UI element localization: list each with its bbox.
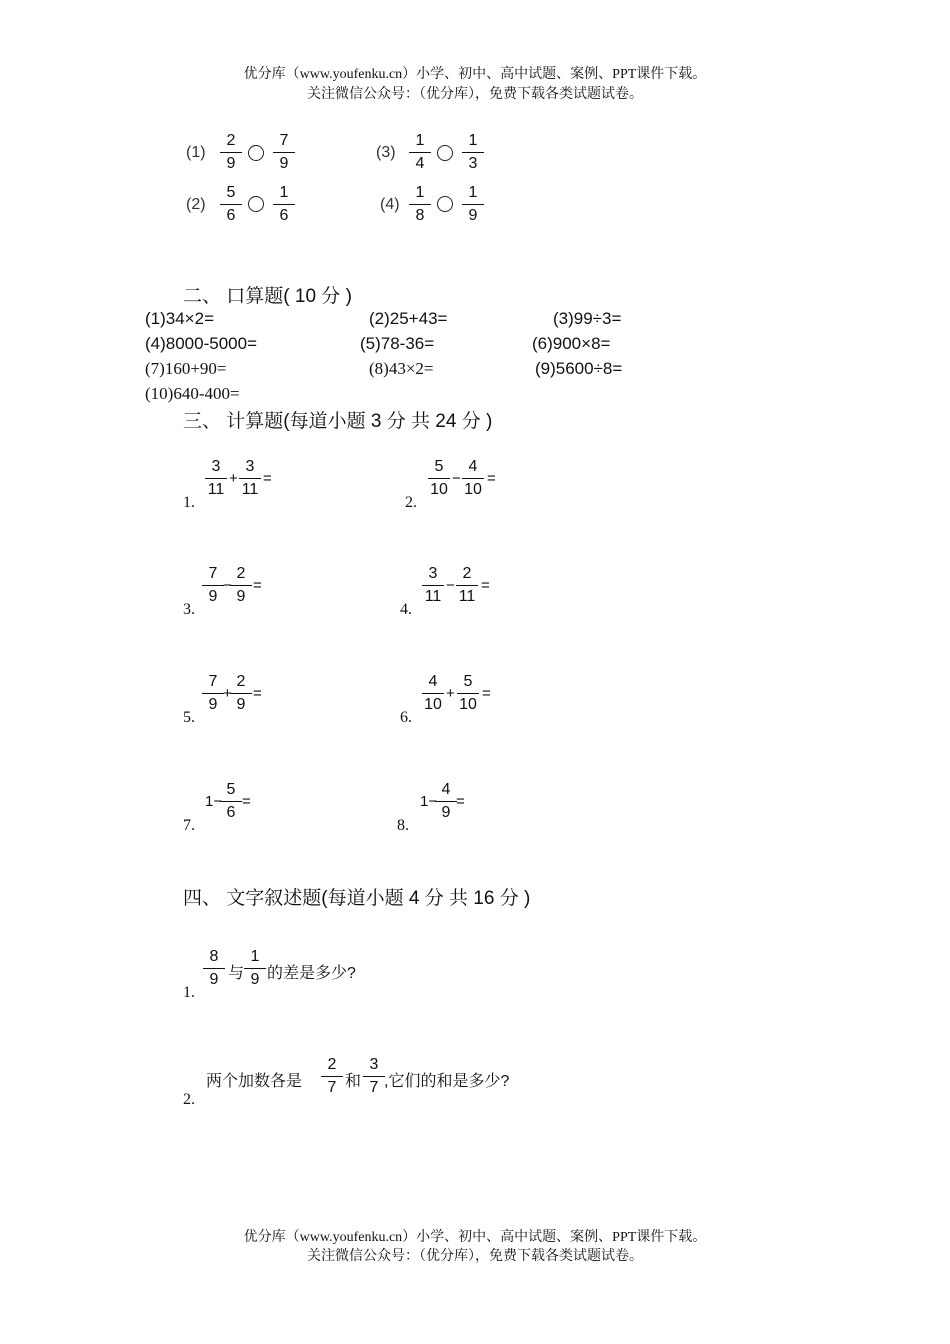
compare-label: (3) xyxy=(376,144,396,161)
compare-label: (1) xyxy=(186,144,206,161)
fraction: 2 9 xyxy=(229,673,253,714)
fraction: 1 3 xyxy=(461,132,485,173)
problem-number: 8. xyxy=(397,817,409,834)
fraction: 2 9 xyxy=(219,132,243,173)
fraction: 3 11 xyxy=(238,458,262,499)
minuend: 1− xyxy=(420,793,438,810)
footer-line-1: 优分库（www.youfenku.cn）小学、初中、高中试题、案例、PPT课件下载。 xyxy=(243,1230,707,1245)
fraction: 1 4 xyxy=(408,132,432,173)
oral-item: (3)99÷3= xyxy=(553,309,622,328)
fraction: 7 9 xyxy=(272,132,296,173)
compare-circle-blank[interactable] xyxy=(248,145,264,161)
fraction: 1 9 xyxy=(461,184,485,225)
oral-item: (4)8000-5000= xyxy=(145,334,258,353)
problem-number: 4. xyxy=(400,601,412,618)
fraction: 2 7 xyxy=(320,1056,344,1097)
operator: − xyxy=(452,470,461,487)
section-3-title: 三、 计算题(每道小题 3 分 共 24 分 ) xyxy=(183,411,493,432)
word-text: 和 xyxy=(345,1073,362,1090)
operator: − xyxy=(223,577,232,594)
compare-circle-blank[interactable] xyxy=(437,196,453,212)
section-2-title: 二、 口算题( 10 分 ) xyxy=(183,286,352,307)
word-text: ,它们的和是多少? xyxy=(384,1073,510,1090)
fraction: 5 6 xyxy=(219,184,243,225)
problem-number: 3. xyxy=(183,601,195,618)
fraction: 4 10 xyxy=(461,458,485,499)
fraction: 1 6 xyxy=(272,184,296,225)
word-text: 两个加数各是 xyxy=(206,1073,303,1090)
fraction: 7 9 xyxy=(201,565,225,606)
fraction: 3 11 xyxy=(421,565,445,606)
compare-label: (4) xyxy=(380,196,400,213)
problem-number: 5. xyxy=(183,709,195,726)
equals-sign: = xyxy=(487,470,496,487)
oral-item: (8)43×2= xyxy=(369,359,434,378)
header-line-2: 关注微信公众号：（优分库），免费下载各类试题试卷。 xyxy=(307,87,643,102)
fraction: 4 10 xyxy=(421,673,445,714)
problem-number: 1. xyxy=(183,984,195,1001)
operator: + xyxy=(229,470,238,487)
oral-item: (7)160+90= xyxy=(145,359,227,378)
operator: + xyxy=(446,685,455,702)
problem-number: 1. xyxy=(183,494,195,511)
fraction: 5 6 xyxy=(219,781,243,822)
oral-item: (1)34×2= xyxy=(145,309,214,328)
compare-circle-blank[interactable] xyxy=(248,196,264,212)
fraction: 8 9 xyxy=(202,948,226,989)
fraction: 1 9 xyxy=(243,948,267,989)
minuend: 1− xyxy=(205,793,223,810)
problem-number: 6. xyxy=(400,709,412,726)
equals-sign: = xyxy=(253,577,262,594)
fraction: 4 9 xyxy=(434,781,458,822)
operator: + xyxy=(223,685,232,702)
oral-item: (9)5600÷8= xyxy=(535,359,623,378)
operator: − xyxy=(446,577,455,594)
equals-sign: = xyxy=(263,470,272,487)
fraction: 3 11 xyxy=(204,458,228,499)
oral-item: (10)640-400= xyxy=(145,384,240,403)
fraction: 1 8 xyxy=(408,184,432,225)
fraction: 3 7 xyxy=(362,1056,386,1097)
header-line-1: 优分库（www.youfenku.cn）小学、初中、高中试题、案例、PPT课件下载。 xyxy=(243,67,707,82)
problem-number: 2. xyxy=(183,1091,195,1108)
oral-item: (2)25+43= xyxy=(369,309,448,328)
fraction: 5 10 xyxy=(456,673,480,714)
section-4-title: 四、 文字叙述题(每道小题 4 分 共 16 分 ) xyxy=(183,888,531,909)
equals-sign: = xyxy=(482,685,491,702)
footer-line-2: 关注微信公众号：（优分库），免费下载各类试题试卷。 xyxy=(307,1249,643,1264)
problem-number: 7. xyxy=(183,817,195,834)
compare-label: (2) xyxy=(186,196,206,213)
compare-circle-blank[interactable] xyxy=(437,145,453,161)
equals-sign: = xyxy=(456,793,465,810)
fraction: 5 10 xyxy=(427,458,451,499)
equals-sign: = xyxy=(481,577,490,594)
word-text: 的差是多少? xyxy=(267,965,356,982)
problem-number: 2. xyxy=(405,494,417,511)
fraction: 7 9 xyxy=(201,673,225,714)
fraction: 2 9 xyxy=(229,565,253,606)
word-text: 与 xyxy=(228,965,245,982)
equals-sign: = xyxy=(253,685,262,702)
oral-item: (6)900×8= xyxy=(532,334,611,353)
oral-item: (5)78-36= xyxy=(360,334,435,353)
equals-sign: = xyxy=(242,793,251,810)
fraction: 2 11 xyxy=(455,565,479,606)
